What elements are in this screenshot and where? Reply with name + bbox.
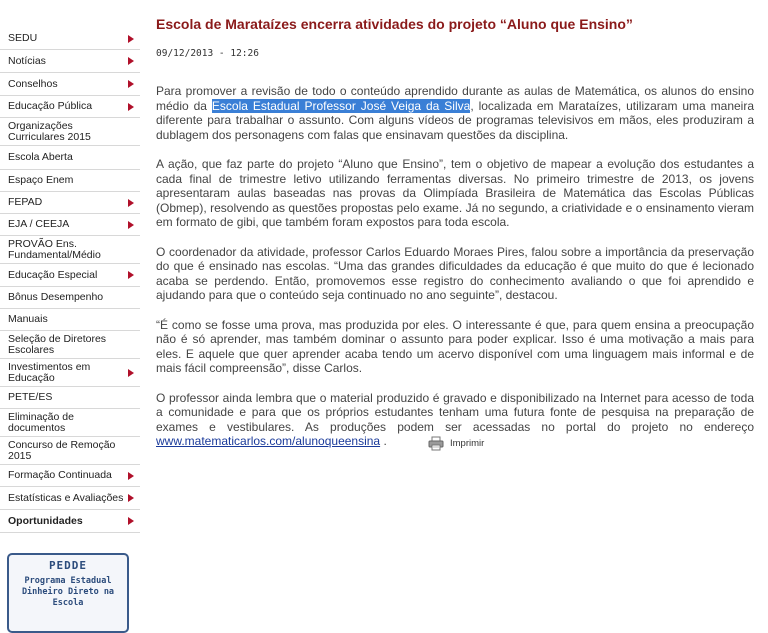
sidebar-item[interactable] xyxy=(0,409,140,437)
sidebar-item-label: Bônus Desempenho xyxy=(8,291,104,303)
sidebar-item-label: Oportunidades xyxy=(8,514,83,527)
sidebar-item-label: Espaço Enem xyxy=(8,174,74,186)
print-button[interactable] xyxy=(428,436,484,451)
sidebar-item[interactable] xyxy=(0,236,140,264)
sidebar-item[interactable] xyxy=(0,437,140,465)
sidebar-item[interactable] xyxy=(0,146,140,170)
paragraph-2: A ação, que faz parte do projeto “Aluno que Ensino”, tem o objetivo de mapear a evolução dos estudantes a cada final de trimestre letivo utilizando ferramentas diversas. No primeiro trimestre de 2013, os jovens apresentaram aulas baseadas nas provas da Olimpíada Brasileira de Matemática das Escolas Públicas (Obmep), resolvendo as questões propostas pelo exame. Já no segundo, a criatividade e o ensinamento vieram em formato de gibi, que também foram expostos para toda escola. xyxy=(156,157,754,229)
sidebar-item-label: Estatísticas e Avaliações xyxy=(8,491,124,504)
chevron-right-icon xyxy=(128,472,134,480)
sidebar-item-label: Formação Continuada xyxy=(8,469,112,481)
sidebar-item-label: Educação Pública xyxy=(8,100,93,112)
chevron-right-icon xyxy=(128,517,134,525)
chevron-right-icon xyxy=(128,57,134,65)
sidebar-item[interactable] xyxy=(0,465,140,487)
sidebar-item-label: Concurso de Remoção 2015 xyxy=(8,438,116,462)
sidebar-item[interactable] xyxy=(0,387,140,409)
sidebar-item-label: Eliminação de documentos xyxy=(8,410,74,434)
sidebar-item-label: Escola Aberta xyxy=(8,151,73,163)
pedde-title: PEDDE xyxy=(48,559,88,572)
paragraph-1-start: Para promover a revisão de todo o conteúdo aprendido durante as aulas de Matemática, os alunos do ensino médio da xyxy=(156,84,754,113)
sidebar-item-label: Investimentos em Educação xyxy=(8,360,91,384)
sidebar-item-label: Educação Especial xyxy=(8,268,98,281)
chevron-right-icon xyxy=(128,271,134,279)
article-title: Escola de Marataízes encerra atividades do projeto “Aluno que Ensino” xyxy=(156,16,633,32)
sidebar-item[interactable] xyxy=(0,192,140,214)
pedde-subtitle: Programa Estadual Dinheiro Direto na Escola xyxy=(21,576,115,608)
sidebar-item-label: PROVÃO Ens. Fundamental/Médio xyxy=(8,237,101,261)
paragraph-3: O coordenador da atividade, professor Carlos Eduardo Moraes Pires, falou sobre a importância da preservação do que é ensinado nas escolas. “Uma das grandes dificuldades da educação é que muito do que é lecionado acaba se perdendo. Então, promovemos esse registro do conhecimento avaliando o que foi aprendido e ajudando para que o conteúdo seja continuado no ano seguinte”, destacou. xyxy=(156,244,754,302)
print-label: Imprimir xyxy=(450,438,485,449)
chevron-right-icon xyxy=(128,199,134,207)
sidebar-item[interactable] xyxy=(0,214,140,236)
school-name-highlight[interactable]: Escola Estadual Professor José Veiga da Silva xyxy=(211,98,471,113)
paragraph-4: “É como se fosse uma prova, mas produzida por eles. O interessante é que, para quem ensina a preocupação não é só aprender, mas também dominar o assunto para poder explicar. Isso é uma motivação a mais para eles. E aquele que quer aprender acaba tendo um acervo disponível com uma linguagem mais informal e de mais fácil compreensão”, disse Carlos. xyxy=(156,317,754,375)
sidebar-item[interactable] xyxy=(0,309,140,331)
sidebar-item-label: Organizações Curriculares 2015 xyxy=(8,119,91,143)
chevron-right-icon xyxy=(128,80,134,88)
chevron-right-icon xyxy=(128,369,134,377)
sidebar-item[interactable] xyxy=(0,331,140,359)
sidebar-item[interactable] xyxy=(0,96,140,118)
sidebar-item[interactable] xyxy=(0,50,140,73)
sidebar-item-label: SEDU xyxy=(8,32,38,44)
sidebar-item[interactable] xyxy=(0,264,140,287)
sidebar-item[interactable] xyxy=(0,510,140,533)
sidebar-item-label: PETE/ES xyxy=(8,391,53,403)
sidebar-item[interactable] xyxy=(0,170,140,192)
project-link[interactable]: www.matematicarlos.com/alunoqueensina xyxy=(156,434,381,448)
paragraph-5-end: . xyxy=(380,434,387,448)
sidebar-item-label: EJA / CEEJA xyxy=(8,218,70,230)
sidebar-item[interactable] xyxy=(0,28,140,50)
sidebar-item-label: FEPAD xyxy=(8,196,43,208)
pedde-banner[interactable] xyxy=(7,553,129,633)
sidebar-item[interactable] xyxy=(0,287,140,309)
sidebar-item-label: Seleção de Diretores Escolares xyxy=(8,332,107,356)
sidebar-item[interactable] xyxy=(0,359,140,387)
sidebar-item[interactable] xyxy=(0,73,140,96)
paragraph-5-start: O professor ainda lembra que o material produzido é gravado e disponibilizado na Internet para acesso de toda a comunidade e para que os próprios estudantes tenham uma futura fonte de pesquisa na preparação de exames e vestibulares. As produções podem ser acessadas no portal do projeto no endereço xyxy=(156,390,754,434)
sidebar-item-label: Manuais xyxy=(8,313,48,325)
sidebar-item[interactable] xyxy=(0,118,140,146)
chevron-right-icon xyxy=(128,35,134,43)
article-datetime: 09/12/2013 - 12:26 xyxy=(156,48,259,59)
paragraph-1-end: , localizada em Marataízes, utilizaram uma maneira diferente para trabalhar o assunto. Com alguns vídeos de programas televisivos em mãos, eles produziram a dublagem dos personagens com falas que ensinavam questões da disciplina. xyxy=(156,98,755,142)
printer-icon xyxy=(428,436,444,451)
article-body xyxy=(156,84,754,464)
chevron-right-icon xyxy=(128,494,134,502)
sidebar-item[interactable] xyxy=(0,487,140,510)
sidebar-item-label: Notícias xyxy=(8,54,46,67)
chevron-right-icon xyxy=(128,221,134,229)
sidebar-nav xyxy=(0,28,140,533)
chevron-right-icon xyxy=(128,103,134,111)
sidebar-item-label: Conselhos xyxy=(8,77,58,90)
paragraph-1 xyxy=(156,84,754,142)
